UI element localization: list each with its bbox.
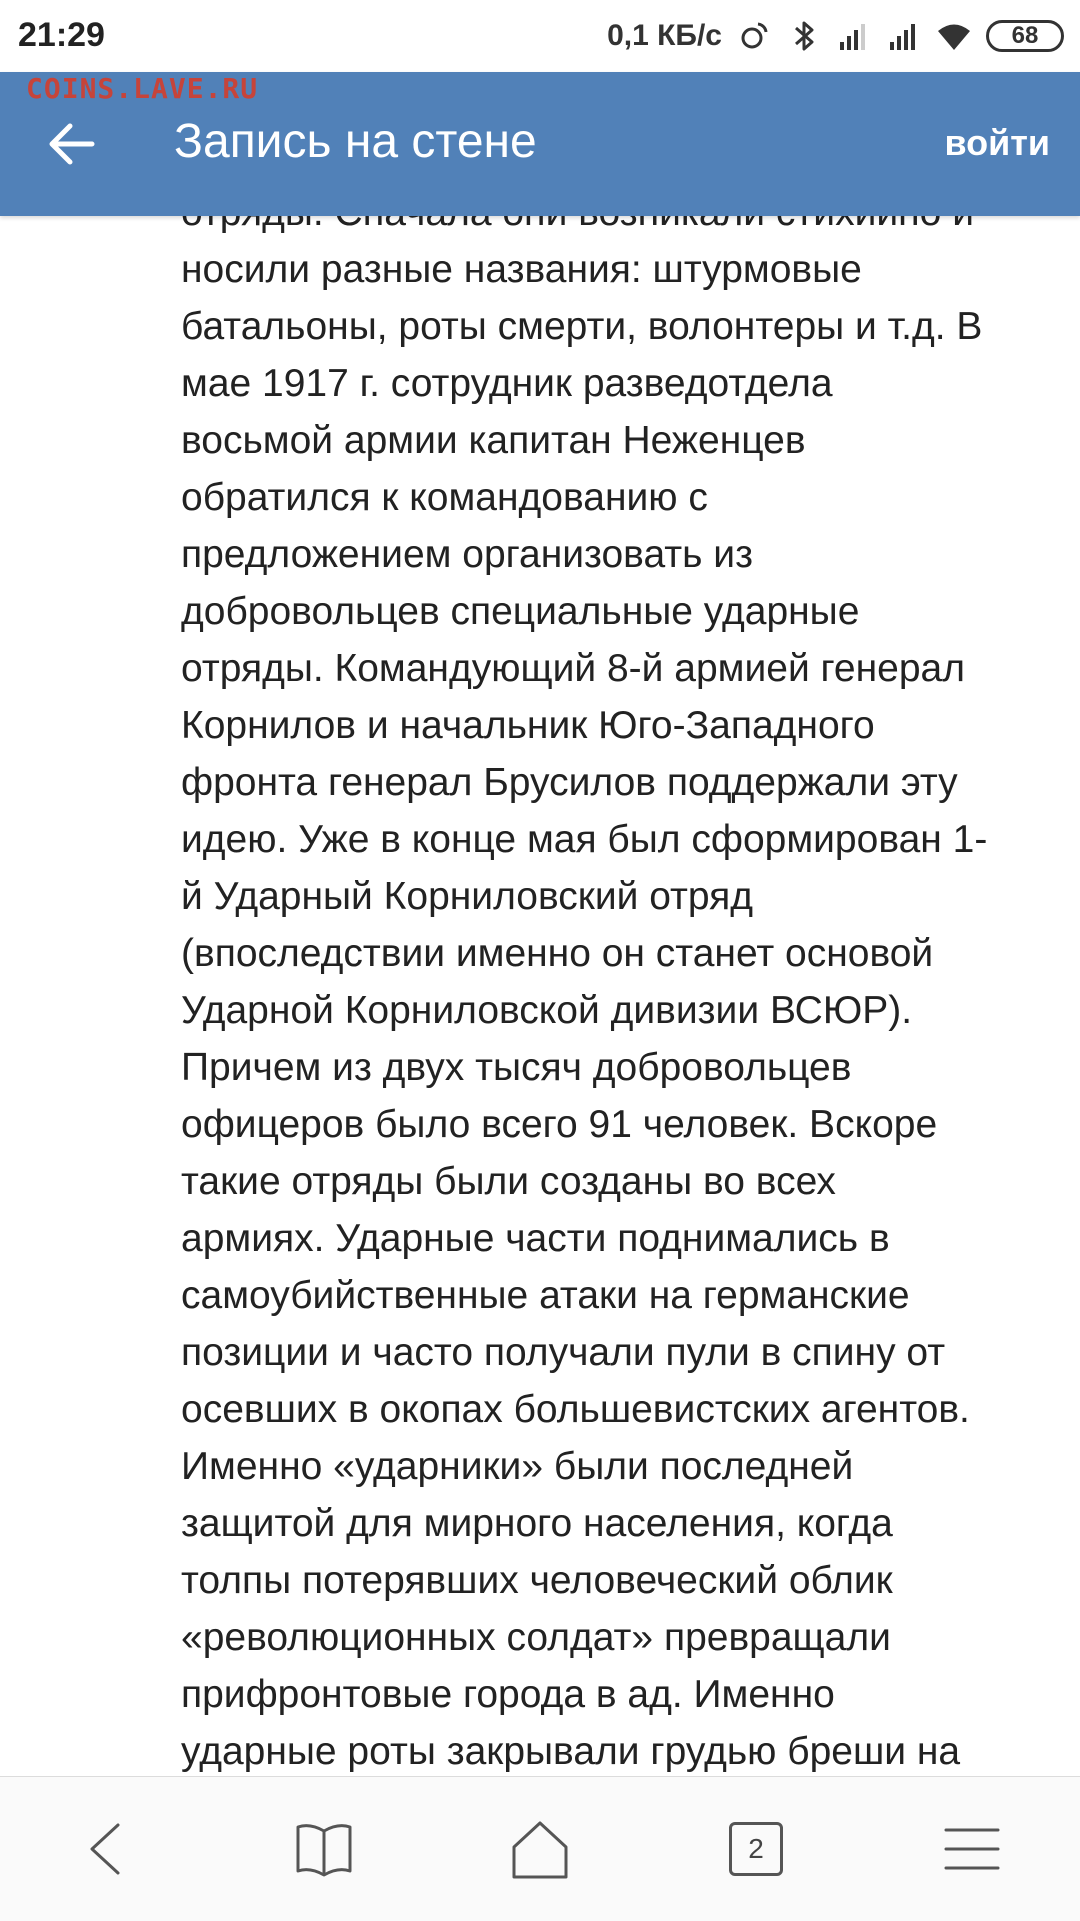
app-header bbox=[0, 72, 1080, 216]
back-button[interactable] bbox=[40, 112, 104, 176]
post-line: идею. Уже в конце мая был сформирован 1- bbox=[181, 818, 988, 861]
post-line: армиях. Ударные части поднимались в bbox=[181, 1217, 890, 1260]
menu-icon bbox=[942, 1824, 1002, 1874]
signal-icon bbox=[836, 18, 872, 54]
signal-icon bbox=[886, 18, 922, 54]
post-line: фронта генерал Брусилов поддержали эту bbox=[181, 761, 958, 804]
wifi-icon bbox=[936, 18, 972, 54]
post-line: осевших в окопах большевистских агентов. bbox=[181, 1388, 970, 1431]
chevron-left-icon bbox=[78, 1819, 138, 1879]
post-line: прифронтовые города в ад. Именно bbox=[181, 1673, 835, 1716]
post-line: такие отряды были созданы во всех bbox=[181, 1160, 836, 1203]
battery-icon bbox=[986, 20, 1064, 52]
post-line: ударные роты закрывали грудью бреши на bbox=[181, 1730, 961, 1773]
post-line: Причем из двух тысяч добровольцев bbox=[181, 1046, 852, 1089]
post-line: «революционных солдат» превращали bbox=[181, 1616, 891, 1659]
tabs-icon: 2 bbox=[729, 1822, 783, 1876]
post-line: Ударной Корниловской дивизии ВСЮР). bbox=[181, 989, 913, 1032]
post-line: (впоследствии именно он станет основой bbox=[181, 932, 934, 975]
status-icons bbox=[607, 14, 1064, 58]
post-content[interactable] bbox=[0, 216, 1080, 1776]
watermark: COINS.LAVE.RU bbox=[26, 72, 259, 105]
post-line: мае 1917 г. сотрудник разведотдела bbox=[181, 362, 833, 405]
browser-bottom-nav bbox=[0, 1776, 1080, 1921]
sync-icon bbox=[736, 18, 772, 54]
arrow-left-icon bbox=[44, 116, 100, 172]
post-line: отряды. Командующий 8-й армией генерал bbox=[181, 647, 965, 690]
nav-bookmarks-button[interactable] bbox=[279, 1804, 369, 1894]
network-speed: 0,1 КБ/с bbox=[607, 19, 722, 52]
home-icon bbox=[508, 1817, 572, 1881]
post-line: самоубийственные атаки на германские bbox=[181, 1274, 910, 1317]
page-title: Запись на стене bbox=[174, 115, 537, 168]
post-text bbox=[181, 184, 1051, 1780]
post-line: позиции и часто получали пули в спину от bbox=[181, 1331, 946, 1374]
nav-menu-button[interactable] bbox=[927, 1804, 1017, 1894]
book-icon bbox=[292, 1819, 356, 1879]
bluetooth-icon bbox=[786, 18, 822, 54]
post-line: носили разные названия: штурмовые bbox=[181, 248, 862, 291]
login-button[interactable]: войти bbox=[944, 122, 1050, 163]
nav-home-button[interactable] bbox=[495, 1804, 585, 1894]
nav-tabs-button[interactable] bbox=[711, 1804, 801, 1894]
post-line: батальоны, роты смерти, волонтеры и т.д. В bbox=[181, 305, 983, 348]
post-line: Именно «ударники» были последней bbox=[181, 1445, 854, 1488]
post-line: предложением организовать из bbox=[181, 533, 753, 576]
post-line: защитой для мирного населения, когда bbox=[181, 1502, 893, 1545]
post-line: толпы потерявших человеческий облик bbox=[181, 1559, 893, 1602]
post-line: обратился к командованию с bbox=[181, 476, 708, 519]
post-line: офицеров было всего 91 человек. Вскоре bbox=[181, 1103, 938, 1146]
status-bar bbox=[0, 0, 1080, 72]
nav-back-button[interactable] bbox=[63, 1804, 153, 1894]
post-line: добровольцев специальные ударные bbox=[181, 590, 860, 633]
post-line: й Ударный Корниловский отряд bbox=[181, 875, 754, 918]
status-time: 21:29 bbox=[18, 16, 105, 54]
post-line: восьмой армии капитан Неженцев bbox=[181, 419, 806, 462]
post-line: Корнилов и начальник Юго-Западного bbox=[181, 704, 875, 747]
battery-level: 68 bbox=[1011, 22, 1039, 49]
